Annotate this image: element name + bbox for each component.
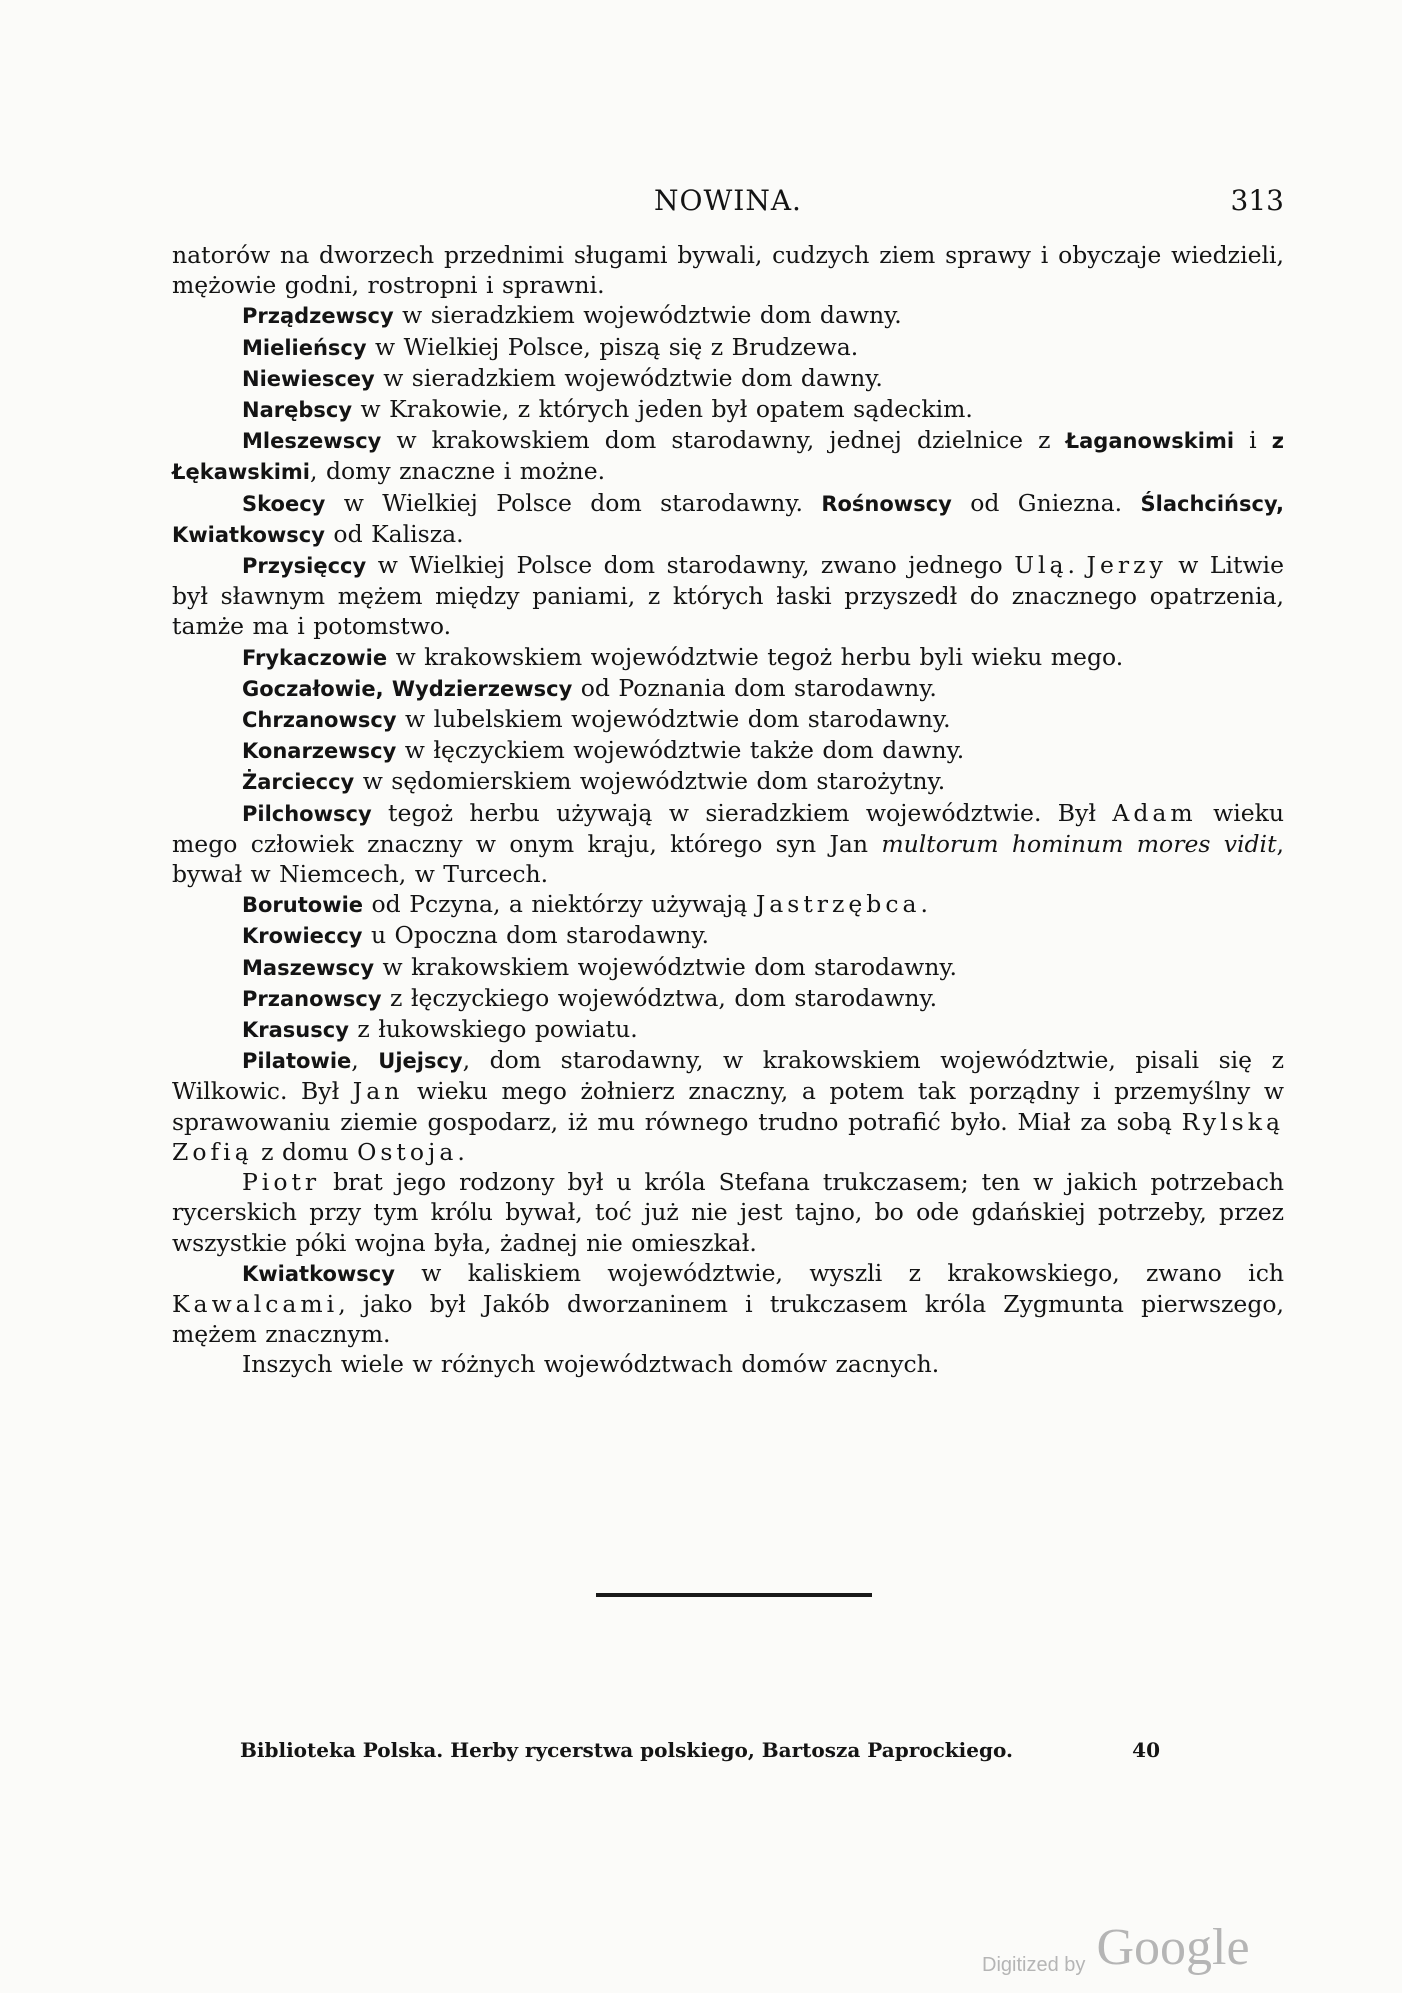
spaced-name: Kawalcami [172, 1289, 339, 1318]
paragraph [172, 704, 1284, 735]
text-run: . [1067, 551, 1087, 580]
family-name: Mleszewscy [242, 429, 382, 454]
text-run: Inszych wiele w różnych województwach domów zacnych. [242, 1350, 940, 1379]
text-run: wieku mego człowiek znaczny w onym kraju, którego syn Jan [172, 798, 1284, 858]
text-run: w krakowskiem województwie dom starodawny. [374, 952, 957, 981]
paragraph [172, 735, 1284, 766]
signature-mark: 40 [1132, 1738, 1160, 1762]
text-run: w Wielkiej Polsce dom starodawny, zwano jednego [366, 551, 1015, 580]
text-run: w kaliskiem województwie, wyszli z krakowskiego, zwano ich [394, 1258, 1284, 1287]
family-name: Żarcieccy [242, 770, 355, 795]
paragraph [172, 673, 1284, 704]
paragraph [172, 300, 1284, 331]
family-name: Konarzewscy [242, 739, 397, 764]
spaced-name: Jan [352, 1077, 404, 1106]
text-run: od Pczyna, a niektórzy używają [363, 890, 756, 919]
spaced-name: Rylską Zofią [172, 1107, 1284, 1166]
family-name: Chrzanowscy [242, 708, 397, 733]
family-name: Przysięccy [242, 554, 367, 579]
text-run: , bywał w Niemcech, w Turcech. [172, 829, 1285, 889]
text-run: , jako był Jakób dworzaninem i trukczasem króla Zygmunta pierwszego, mężem znacznym. [172, 1289, 1284, 1349]
text-run: w Wielkiej Polsce, piszą się z Brudzewa. [366, 332, 859, 361]
text-run: w Krakowie, z których jeden był opatem sądeckim. [352, 395, 973, 424]
paragraph [172, 488, 1284, 550]
paragraph [172, 983, 1284, 1014]
text-run: w sieradzkiem województwie dom dawny. [393, 301, 902, 330]
family-name: Przanowscy [242, 986, 382, 1011]
digitized-watermark [982, 1918, 1250, 1978]
text-run: w sieradzkiem województwie dom dawny. [374, 363, 883, 392]
watermark-prefix: Digitized by [982, 1954, 1086, 1976]
family-name: Pilchowscy [242, 801, 372, 826]
text-run: u Opoczna dom starodawny. [362, 921, 709, 950]
text-run: od Kalisza. [324, 519, 464, 548]
text-run: . [920, 890, 928, 919]
text-run: brat jego rodzony był u króla Stefana trukczasem; ten w jakich potrzebach rycerskich przy tym królu bywał, toć już nie jest tajno, bo ode gdańskiej potrzeby, przez wszystkie póki wojna była, żadnej nie omieszkał. [172, 1168, 1284, 1257]
body-text [172, 240, 1284, 1380]
family-name: Mielieńscy [242, 335, 367, 360]
family-name: Prządzewscy [242, 304, 394, 329]
family-name: Ujejscy [378, 1049, 463, 1074]
text-run: wieku mego żołnierz znaczny, a potem tak porządny i przemyślny w sprawowaniu ziemie gospodarz, iż mu równego trudno potrafić było. Miał za sobą [172, 1077, 1284, 1136]
family-name: Pilatowie [242, 1049, 352, 1074]
paragraph [172, 1349, 1284, 1379]
family-name: Łaganowskimi [1065, 429, 1235, 454]
section-divider [596, 1593, 872, 1597]
spaced-name: Jastrzębca [755, 890, 921, 919]
spaced-name: Jerzy [1086, 551, 1167, 580]
family-name: Rośnowscy [821, 491, 952, 516]
footer-citation: Biblioteka Polska. Herby rycerstwa polskiego, Bartosza Paprockiego. [240, 1738, 1013, 1762]
text-run: , [351, 1046, 379, 1075]
paragraph [172, 1167, 1284, 1258]
family-name: Narębscy [242, 398, 353, 423]
paragraph [172, 332, 1284, 363]
text-run: . [457, 1137, 465, 1166]
paragraph [172, 642, 1284, 673]
spaced-name: Ulą [1014, 551, 1068, 580]
paragraph [172, 920, 1284, 951]
text-run: , domy znaczne i możne. [310, 457, 606, 486]
text-run: w krakowskiem województwie tegoż herbu byli wieku mego. [387, 642, 1124, 671]
google-logo: Google [1096, 1919, 1250, 1976]
text-run: w Litwie był sławnym mężem między paniami, z których łaski przyszedł do znacznego opatrzenia, tamże ma i potomstwo. [172, 551, 1284, 641]
paragraph [172, 363, 1284, 394]
page-footer [240, 1738, 1160, 1768]
text-run: w sędomierskiem województwie dom starożytny. [354, 767, 946, 796]
family-name: Frykaczowie [242, 645, 388, 670]
paragraph [172, 952, 1284, 983]
text-run: od Poznania dom starodawny. [572, 673, 937, 702]
family-name: Krasuscy [242, 1018, 349, 1043]
text-run: w łęczyckiem województwie także dom dawny. [396, 736, 965, 765]
text-run: z łęczyckiego województwa, dom starodawny. [381, 983, 938, 1012]
text-run: w Wielkiej Polsce dom starodawny. [325, 488, 822, 517]
family-name: Niewiescey [242, 366, 375, 391]
text-run: tegoż herbu używają w sieradzkiem województwie. Był [371, 798, 1113, 827]
text-run: od Gniezna. [951, 488, 1141, 517]
paragraph [172, 425, 1284, 487]
paragraph [172, 1045, 1284, 1167]
text-run: , dom starodawny, w krakowskiem województwie, pisali się z Wilkowic. Był [172, 1046, 1284, 1106]
family-name: Borutowie [242, 893, 364, 918]
spaced-name: Ostoja [357, 1137, 458, 1166]
family-name: Ślachcińscy, Kwiatkowscy [172, 491, 1284, 547]
text-run: natorów na dworzech przednimi sługami bywali, cudzych ziem sprawy i obyczaje wiedzieli, mężowie godni, rostropni i sprawni. [172, 241, 1284, 300]
paragraph [172, 1258, 1284, 1350]
text-run: z domu [252, 1137, 358, 1166]
family-name: Maszewscy [242, 955, 375, 980]
paragraph [172, 394, 1284, 425]
paragraph [172, 240, 1284, 300]
family-name: Goczałowie, Wydzierzewscy [242, 676, 573, 701]
spaced-name: Piotr [242, 1168, 321, 1197]
paragraph [172, 889, 1284, 920]
paragraph [172, 550, 1284, 642]
family-name: Kwiatkowscy [242, 1261, 395, 1286]
latin-phrase: multorum hominum mores vidit [881, 829, 1277, 858]
page-header [172, 184, 1284, 224]
paragraph [172, 766, 1284, 797]
family-name: Skoecy [242, 491, 326, 516]
spaced-name: Adam [1112, 798, 1197, 827]
paragraph [172, 1014, 1284, 1045]
text-run: w krakowskiem dom starodawny, jednej dzielnice z [381, 426, 1066, 455]
family-name: z Łękawskimi [172, 429, 1284, 485]
family-name: Krowieccy [242, 924, 363, 949]
page-number: 313 [1230, 184, 1284, 217]
text-run: w lubelskiem województwie dom starodawny. [396, 705, 951, 734]
paragraph [172, 798, 1284, 890]
text-run: z łukowskiego powiatu. [348, 1015, 638, 1044]
running-title: NOWINA. [654, 184, 802, 217]
text-run: i [1234, 426, 1272, 455]
